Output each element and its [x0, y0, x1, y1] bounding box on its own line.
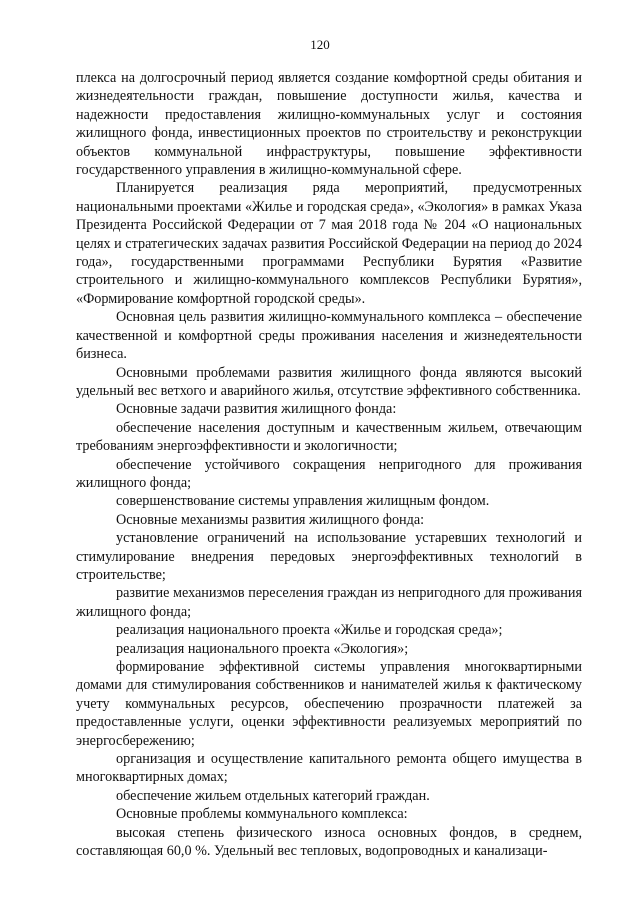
paragraph: Основные проблемы коммунального комплекса:: [116, 806, 408, 823]
paragraph: высокая степень физического износа основных фондов, в среднем, составляющая 60,0 %. Удельный вес тепловых, водопроводных и канализаци-: [76, 824, 582, 860]
body-text: [76, 69, 582, 860]
paragraph: развитие механизмов переселения граждан из непригодного для проживания жилищного фонда;: [76, 585, 582, 620]
paragraph: совершенствование системы управления жилищным фондом.: [116, 493, 490, 510]
paragraph: плекса на долгосрочный период является создание комфортной среды обитания и жизнедеятельности граждан, повышение доступности жилья, качества и надежности предоставления жилищно-коммунальных услуг и состояния жилищного фонда, инвестиционных проектов по строительству и реконструкции объектов коммунальной инфраструктуры, повышение эффективности государственного управления в жилищно-коммунальной сфере.: [76, 70, 582, 179]
paragraph: реализация национального проекта «Жилье и городская среда»;: [116, 622, 503, 639]
page-number: 120: [310, 37, 330, 52]
paragraph: организация и осуществление капитального ремонта общего имущества в многоквартирных домах;: [76, 751, 582, 786]
paragraph: обеспечение устойчивого сокращения непригодного для проживания жилищного фонда;: [76, 456, 582, 491]
paragraph: обеспечение жильем отдельных категорий граждан.: [116, 787, 430, 804]
paragraph: реализация национального проекта «Экология»;: [116, 640, 409, 657]
paragraph: Основные задачи развития жилищного фонда:: [116, 401, 397, 418]
paragraph: обеспечение населения доступным и качественным жильем, отвечающим требованиям энергоэффективности и экологичности;: [76, 419, 582, 455]
paragraph: Основные механизмы развития жилищного фонда:: [116, 511, 425, 528]
paragraph: формирование эффективной системы управления многоквартирными домами для стимулирования собственников и нанимателей жилья к фактическому учету коммунальных ресурсов, обеспечению прозрачности платежей за предоставленные услуги, оценки эффективности реализуемых мероприятий по энергосбережению;: [76, 659, 582, 749]
paragraph: Планируется реализация ряда мероприятий, предусмотренных национальными проектами «Жилье и городская среда», «Экология» в рамках Указа Президента Российской Федерации от 7 мая 2018 года № 204 «О национальных целях и стратегических задачах развития Российской Федерации на период до 2024 года», государственными программами Республики Бурятия «Развитие строительного и жилищно-коммунального комплексов Республики Бурятия», «Формирование комфортной городской среды».: [76, 180, 582, 307]
paragraph: установление ограничений на использование устаревших технологий и стимулирование внедрения передовых энергоэффективных технологий в строительстве;: [76, 530, 582, 583]
paragraph: Основная цель развития жилищно-коммунального комплекса – обеспечение качественной и комфортной среды проживания населения и жизнедеятельности бизнеса.: [76, 309, 582, 363]
paragraph: Основными проблемами развития жилищного фонда являются высокий удельный вес ветхого и аварийного жилья, отсутствие эффективного собственника.: [76, 364, 582, 399]
